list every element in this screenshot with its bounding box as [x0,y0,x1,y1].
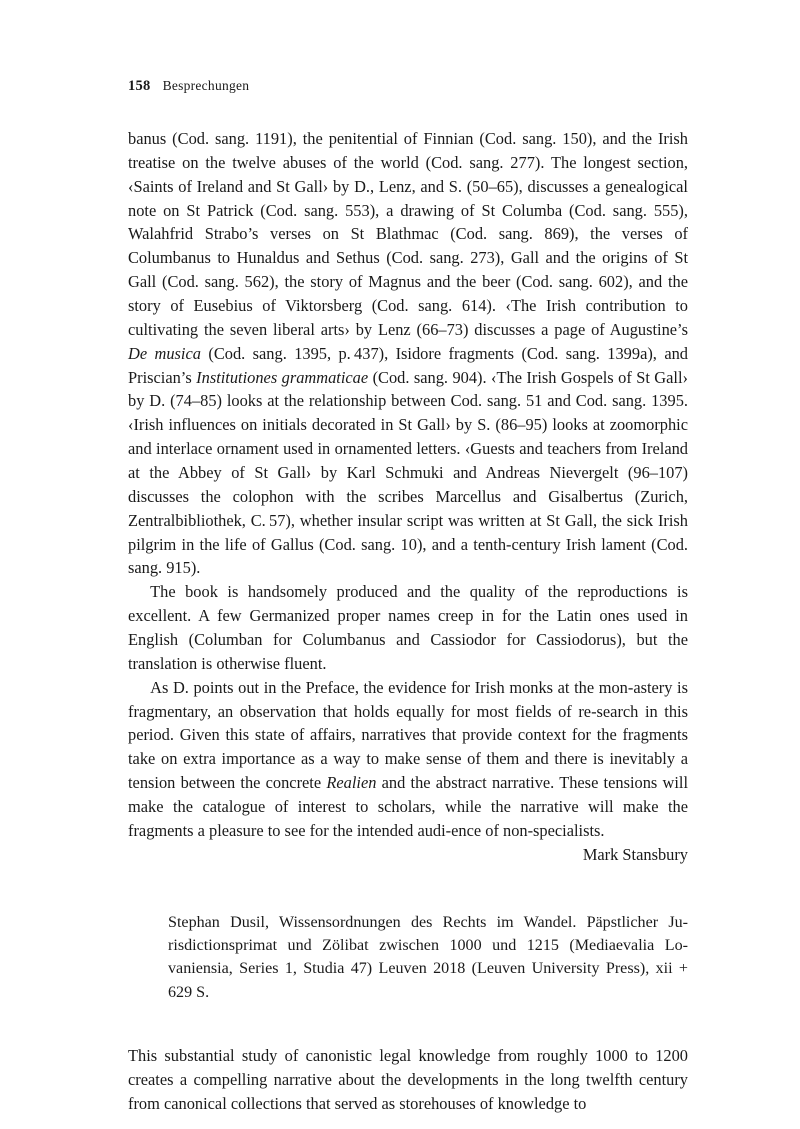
reviewer-signature: Mark Stansbury [582,844,688,864]
review-one-paragraph-1 [128,127,688,580]
para3-italic-realien: Realien [326,773,377,793]
para1-italic-de-musica: De musica [128,343,201,363]
review-two-paragraph-1: This substantial study of canonistic legal knowledge from roughly 1000 to 1200 creates a compelling narrative about the developments in the long twelfth century from canonical collections that served as storehouses of knowledge to [128,1045,688,1113]
running-head [128,78,688,95]
body-column [128,127,688,1116]
page-number: 158 [128,78,151,94]
running-head-title: Besprechungen [162,78,250,93]
para1-seg3: (Cod. sang. 904). ‹The Irish Gospels of St Gall› by D. (74–85) looks at the relationship between Cod. sang. 51 and Cod. sang. 1395. ‹Irish influences on initials decorated in St Gall› by S. (86–95) looks at zoomorphic and interlace ornament used in ornamented letters. ‹Guests and teachers from Ireland at the Abbey of St Gall› by Karl Schmuki and Andreas Nievergelt (96–107) discusses the colophon with the scribes Marcellus and Gisalbertus (Zurich, Zentralbibliothek, C. 57), whether insular script was written at St Gall, the sick Irish pilgrim in the life of Gallus (Cod. sang. 10), and a tenth-century Irish lament (Cod. sang. 915). [128,367,688,578]
para1-italic-institutiones: Institutiones grammaticae [196,367,369,387]
review-one-paragraph-3 [128,676,688,843]
review-two-citation-block [128,911,688,1004]
para3-seg2: and the abstract narrative. These tensions will make the catalogue of interest to scholars, while the narrative will make the fragments a pleasure to see for the intended audi-ence of non-specialists. [128,773,688,840]
para3-seg1: As D. points out in the Preface, the evidence for Irish monks at the mon-astery is fragmentary, an observation that holds equally for most fields of re-search in this period. Given this state of affairs, narratives that provide context for the fragments take on extra importance as a way to make sense of them and there is inevitably a tension between the concrete [128,677,688,793]
review-two-citation: Stephan Dusil, Wissensordnungen des Rechts im Wandel. Päpstlicher Ju-risdictionsprimat und Zölibat zwischen 1000 und 1215 (Mediaevalia Lo-vaniensia, Series 1, Studia 47) Leuven 2018 (Leuven University Press), xii + 629 S. [168,913,688,1001]
para1-seg1: banus (Cod. sang. 1191), the penitential of Finnian (Cod. sang. 150), and the Irish treatise on the twelve abuses of the world (Cod. sang. 277). The longest section, ‹Saints of Ireland and St Gall› by D., Lenz, and S. (50–65), discusses a genealogical note on St Patrick (Cod. sang. 553), a drawing of St Columba (Cod. sang. 555), Walahfrid Strabo’s verses on St Blathmac (Cod. sang. 869), the verses of Columbanus to Hunaldus and Sethus (Cod. sang. 273), Gall and the origins of St Gall (Cod. sang. 562), the story of Magnus and the beer (Cod. sang. 602), and the story of Eusebius of Viktorsberg (Cod. sang. 614). ‹The Irish contribution to cultivating the seven liberal arts› by Lenz (66–73) discusses a page of Augustine’s [128,129,688,339]
para1-seg2: (Cod. sang. 1395, p. 437), Isidore fragments (Cod. sang. 1399a), and Priscian’s [128,343,688,387]
review-one-paragraph-2: The book is handsomely produced and the quality of the reproductions is excellent. A few Germanized proper names creep in for the Latin ones used in English (Columban for Columbanus and Cassiodor for Cassiodorus), but the translation is otherwise fluent. [128,582,688,673]
review-two-body [128,1044,688,1116]
